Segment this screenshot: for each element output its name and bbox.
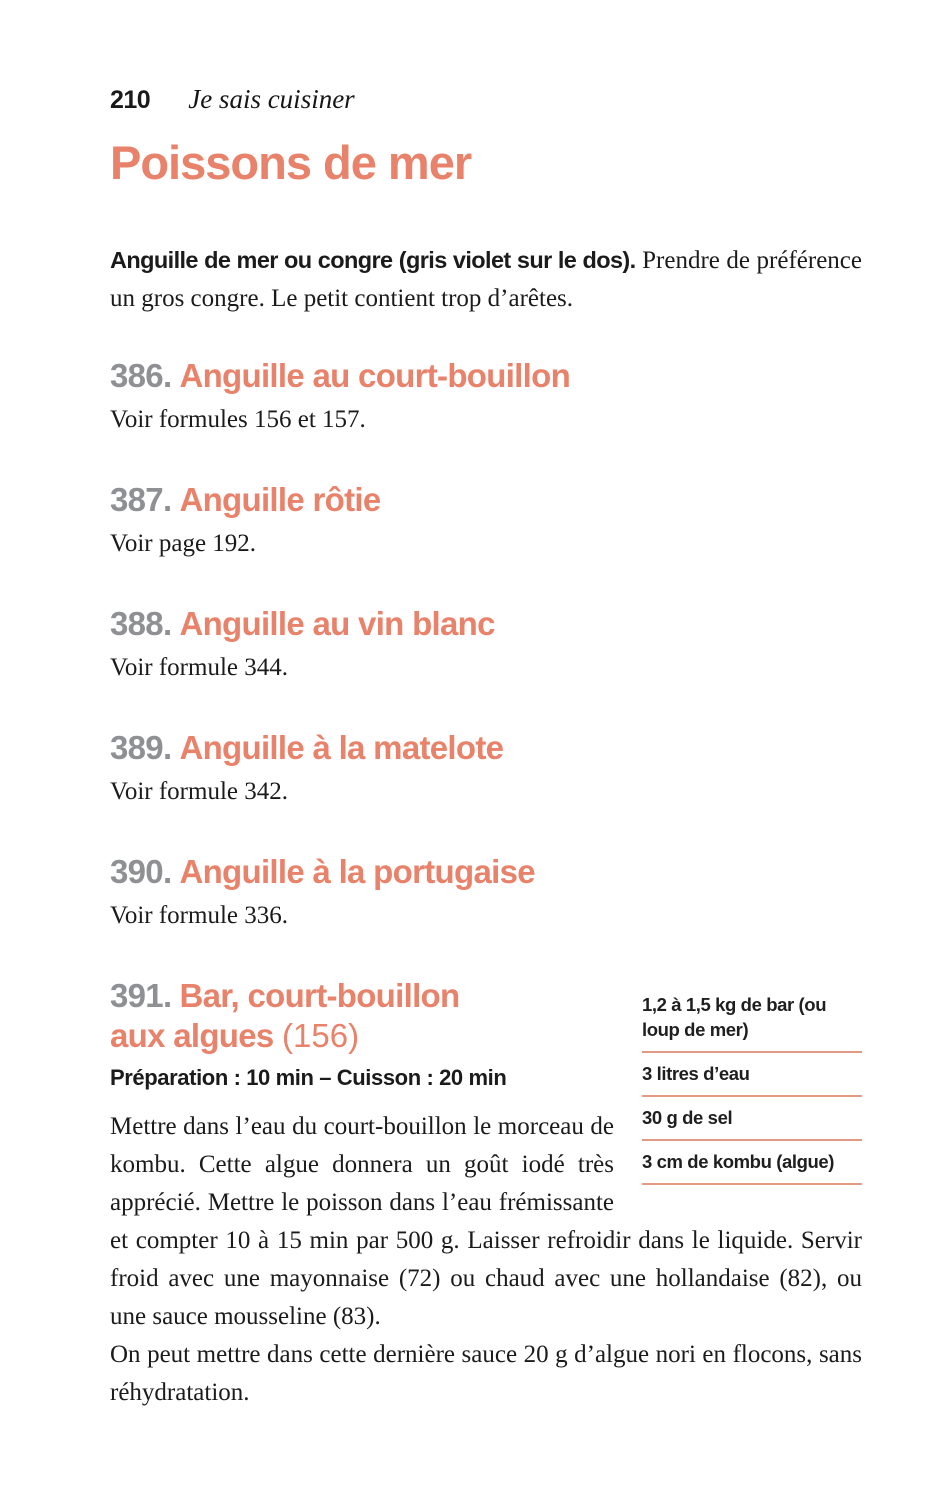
recipe-note: Voir page 192.: [110, 530, 257, 557]
recipe-number: 386.: [110, 357, 172, 394]
recipe-entry-389: [110, 728, 862, 811]
recipe-number: 389.: [110, 729, 172, 766]
recipe-entry-387: [110, 480, 862, 563]
ingredients-panel: [642, 984, 862, 1185]
intro-lead: Anguille de mer ou congre (gris violet sur le dos).: [110, 247, 636, 273]
chapter-title: Poissons de mer: [110, 136, 472, 189]
running-head: [110, 84, 862, 115]
recipe-entry-386: [110, 356, 862, 439]
recipe-title-text: Anguille à la matelote: [179, 729, 504, 766]
recipe-title-text: Anguille au court-bouillon: [179, 357, 571, 394]
recipe-entry-391: [110, 976, 862, 1412]
recipe-title-text: Anguille à la portugaise: [179, 853, 535, 890]
recipe-note: Voir formule 342.: [110, 778, 288, 805]
recipe-title: [110, 356, 862, 396]
recipe-note: Voir formule 336.: [110, 902, 288, 929]
recipe-body-paragraph-1: Mettre dans l’eau du court-bouillon le morceau de kombu. Cette algue donnera un goût iodé très apprécié. Mettre le poisson dans l’eau frémissante et compter 10 à 15 min par 500 g. Laisser refroidir dans le liquide. Servir froid avec une mayonnaise (72) ou chaud avec une hollandaise (82), ou une sauce mousseline (83).: [110, 1113, 862, 1330]
recipe-title-text: Anguille au vin blanc: [179, 605, 495, 642]
recipe-number: 387.: [110, 481, 172, 518]
recipe-title: [110, 604, 862, 644]
recipe-cross-reference: (156): [282, 1017, 360, 1054]
ingredient-item: 1,2 à 1,5 kg de bar (ou loup de mer): [642, 984, 862, 1053]
ingredient-item: 3 litres d’eau: [642, 1053, 862, 1097]
recipe-title-text-line2: aux algues: [110, 1017, 274, 1054]
intro-rest: Prendre de préférence un gros congre. Le petit contient trop d’arêtes.: [110, 247, 862, 312]
recipe-title: [110, 480, 862, 520]
ingredient-item: 30 g de sel: [642, 1097, 862, 1141]
page-number: 210: [110, 86, 151, 114]
recipe-entry-390: [110, 852, 862, 935]
intro-paragraph: [110, 241, 862, 318]
recipe-entry-388: [110, 604, 862, 687]
recipe-number: 391.: [110, 977, 172, 1014]
recipe-title-text: Bar, court-bouillon: [179, 977, 460, 1014]
prep-time-line: Préparation : 10 min – Cuisson : 20 min: [110, 1065, 507, 1090]
ingredient-item: 3 cm de kombu (algue): [642, 1141, 862, 1185]
recipe-number: 390.: [110, 853, 172, 890]
recipe-note: Voir formule 344.: [110, 654, 288, 681]
recipe-title: [110, 852, 862, 892]
recipe-note: Voir formules 156 et 157.: [110, 406, 366, 433]
recipe-title-text: Anguille rôtie: [179, 481, 381, 518]
book-title: Je sais cuisiner: [188, 84, 355, 114]
recipe-body-paragraph-2: On peut mettre dans cette dernière sauce 20 g d’algue nori en flocons, sans réhydratation.: [110, 1341, 862, 1406]
recipe-number: 388.: [110, 605, 172, 642]
recipe-title: [110, 728, 862, 768]
